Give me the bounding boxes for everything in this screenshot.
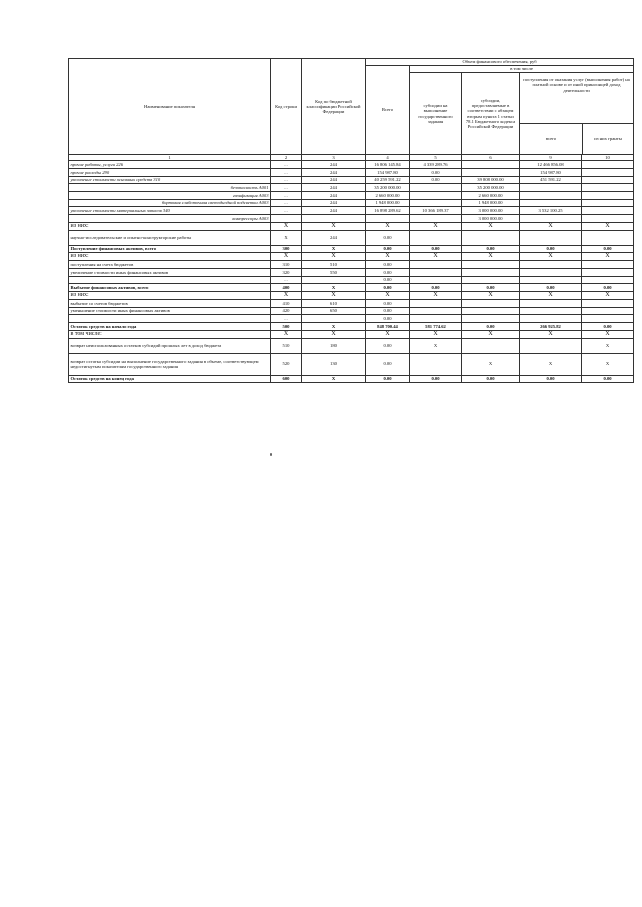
cell-code: ... <box>271 161 302 169</box>
cell-code: 510 <box>271 338 302 353</box>
cell-s781: X <box>462 353 520 375</box>
cell-name: увеличение стоимости иных финансовых активов <box>69 268 271 276</box>
table-row <box>69 176 634 184</box>
cell-s781 <box>462 268 520 276</box>
cell-grants: 0.00 <box>582 284 634 292</box>
cell-name: компрессоры А003 <box>69 215 271 223</box>
cell-code: X <box>271 253 302 261</box>
cell-total: 35 200 000.00 <box>366 184 410 192</box>
cell-subsidy: 0.00 <box>410 245 462 253</box>
cell-s781: 3 000 000.00 <box>462 207 520 215</box>
cell-code: 400 <box>271 284 302 292</box>
cell-code: ... <box>271 168 302 176</box>
cell-name: увеличение стоимости материальных запасов 340 <box>69 207 271 215</box>
cell-name: газификация А003 <box>69 192 271 200</box>
cell-name: увеличение стоимости основных средств 310 <box>69 176 271 184</box>
cell-subsidy <box>410 299 462 307</box>
table-row <box>69 261 634 269</box>
cell-grants: 0.00 <box>582 375 634 383</box>
col-code-header: Код строки <box>271 59 302 155</box>
table-row <box>69 268 634 276</box>
cell-grants <box>582 168 634 176</box>
cell-total: 40 259 591.22 <box>366 176 410 184</box>
cell-total: 2 660 000.00 <box>366 192 410 200</box>
cell-kbk <box>302 315 366 323</box>
cell-grants: X <box>582 253 634 261</box>
cell-income: X <box>520 253 582 261</box>
cell-subsidy <box>410 230 462 245</box>
cell-grants <box>582 315 634 323</box>
cell-name: прочие работы, услуги 226 <box>69 161 271 169</box>
cell-total: 0.00 <box>366 338 410 353</box>
cell-income: 3 532 100.25 <box>520 207 582 215</box>
cell-name: прочие расходы 290 <box>69 168 271 176</box>
cell-name <box>69 276 271 284</box>
cell-grants <box>582 230 634 245</box>
cell-subsidy <box>410 192 462 200</box>
cell-code: X <box>271 330 302 338</box>
cell-code: 320 <box>271 268 302 276</box>
col-income-group <box>520 73 634 155</box>
cell-income: 0.00 <box>520 375 582 383</box>
cell-kbk: X <box>302 245 366 253</box>
cell-kbk: 244 <box>302 207 366 215</box>
cell-code: 600 <box>271 375 302 383</box>
cell-kbk: 244 <box>302 184 366 192</box>
scan-speck <box>270 453 272 456</box>
cell-kbk: X <box>302 292 366 300</box>
cell-name: уменьшение стоимости иных финансовых активов <box>69 307 271 315</box>
cell-subsidy <box>410 268 462 276</box>
cell-s781 <box>462 276 520 284</box>
cell-subsidy: X <box>410 330 462 338</box>
col-income-header: поступления от оказания услуг (выполнения работ) на платной основе и от иной приносящей доход деятельности <box>520 73 633 124</box>
col-kbk-header: Код по бюджетной классификации Российской Федерации <box>302 59 366 155</box>
cell-total: 16 806 145.84 <box>366 161 410 169</box>
cell-code: 420 <box>271 307 302 315</box>
cell-income: X <box>520 222 582 230</box>
cell-subsidy: 0.00 <box>410 375 462 383</box>
cell-name: Остаток средств на начало года <box>69 322 271 330</box>
cell-grants: X <box>582 292 634 300</box>
col-name-header: Наименование показателя <box>69 59 271 155</box>
table-row <box>69 322 634 330</box>
cell-subsidy: X <box>410 338 462 353</box>
cell-income: X <box>520 353 582 375</box>
cell-total: 154 987.80 <box>366 168 410 176</box>
cell-grants: 0.00 <box>582 245 634 253</box>
cell-income <box>520 192 582 200</box>
cell-name: поступления на счета бюджетов <box>69 261 271 269</box>
cell-s781 <box>462 315 520 323</box>
cell-total: 0.00 <box>366 375 410 383</box>
cell-kbk: 130 <box>302 353 366 375</box>
cell-code: X <box>271 222 302 230</box>
cell-name: из них: <box>69 292 271 300</box>
cell-income: X <box>520 292 582 300</box>
cell-s781: X <box>462 330 520 338</box>
cell-s781 <box>462 338 520 353</box>
cell-total: 0.00 <box>366 268 410 276</box>
cell-grants <box>582 161 634 169</box>
cell-kbk: 550 <box>302 268 366 276</box>
table-row <box>69 276 634 284</box>
cell-grants <box>582 207 634 215</box>
cell-total: 0.00 <box>366 276 410 284</box>
cell-code: 500 <box>271 322 302 330</box>
cell-name: из них: <box>69 222 271 230</box>
cell-code: ... <box>271 184 302 192</box>
cell-total: 16 898 289.62 <box>366 207 410 215</box>
cell-subsidy <box>410 215 462 223</box>
cell-s781: 2 660 000.00 <box>462 192 520 200</box>
cell-grants <box>582 176 634 184</box>
cell-subsidy <box>410 261 462 269</box>
cell-grants: 0.00 <box>582 322 634 330</box>
financial-table-sheet <box>68 58 633 383</box>
cell-s781: 3 000 000.00 <box>462 215 520 223</box>
cell-total: 0.00 <box>366 245 410 253</box>
cell-code: ... <box>271 276 302 284</box>
cell-subsidy: X <box>410 292 462 300</box>
cell-s781: 0.00 <box>462 284 520 292</box>
cell-kbk: 244 <box>302 230 366 245</box>
cell-name: в том числе: <box>69 330 271 338</box>
cell-total: 0.00 <box>366 299 410 307</box>
cell-kbk: X <box>302 284 366 292</box>
cell-income <box>520 307 582 315</box>
cell-code: 300 <box>271 245 302 253</box>
cell-income: 0.00 <box>520 284 582 292</box>
cell-subsidy <box>410 276 462 284</box>
cell-total: X <box>366 222 410 230</box>
cell-kbk: 650 <box>302 307 366 315</box>
cell-subsidy: X <box>410 253 462 261</box>
cell-income: 266 925.82 <box>520 322 582 330</box>
table-row <box>69 315 634 323</box>
cell-income <box>520 230 582 245</box>
volume-header: Объем финансового обеспечения, руб <box>366 59 634 66</box>
cell-grants <box>582 215 634 223</box>
cell-income: 451 591.22 <box>520 176 582 184</box>
col-number: 6 <box>462 155 520 161</box>
cell-grants: X <box>582 330 634 338</box>
cell-kbk: 180 <box>302 338 366 353</box>
cell-subsidy <box>410 184 462 192</box>
cell-s781: 0.00 <box>462 245 520 253</box>
col-total-header: Всего <box>366 66 410 155</box>
cell-kbk: 244 <box>302 192 366 200</box>
table-row <box>69 161 634 169</box>
cell-s781: X <box>462 292 520 300</box>
cell-subsidy <box>410 199 462 207</box>
cell-grants: X <box>582 353 634 375</box>
cell-income <box>520 299 582 307</box>
cell-grants <box>582 184 634 192</box>
cell-kbk: X <box>302 222 366 230</box>
cell-code: X <box>271 292 302 300</box>
cell-total: 0.00 <box>366 307 410 315</box>
table-row <box>69 284 634 292</box>
cell-kbk: X <box>302 330 366 338</box>
table-row <box>69 215 634 223</box>
cell-name: возврат неиспользованных остатков субсидий прошлых лет в доход бюджета <box>69 338 271 353</box>
cell-grants <box>582 199 634 207</box>
cell-total <box>366 215 410 223</box>
cell-kbk: 244 <box>302 199 366 207</box>
table-row <box>69 184 634 192</box>
table-row <box>69 207 634 215</box>
cell-s781 <box>462 299 520 307</box>
cell-code: ... <box>271 192 302 200</box>
col-number: 10 <box>582 155 634 161</box>
cell-subsidy: 10 366 189.37 <box>410 207 462 215</box>
cell-code: ... <box>271 207 302 215</box>
cell-income: 12 466 856.08 <box>520 161 582 169</box>
col-number: 3 <box>302 155 366 161</box>
in-that-header: в том числе <box>410 66 634 73</box>
cell-kbk: X <box>302 322 366 330</box>
cell-total: X <box>366 253 410 261</box>
cell-kbk <box>302 276 366 284</box>
cell-subsidy: 0.00 <box>410 168 462 176</box>
cell-income <box>520 315 582 323</box>
col-subsidy-header: субсидии на выполнение государственного задания <box>410 73 462 155</box>
col-subsidy-781-header: субсидии, предоставляемые в соответствии с абзацем вторым пункта 1 статьи 78.1 Бюджетного кодекса Российской Федерации <box>462 73 520 155</box>
cell-code <box>271 215 302 223</box>
cell-total: 0.00 <box>366 284 410 292</box>
table-row <box>69 253 634 261</box>
cell-name: из них: <box>69 253 271 261</box>
col-income-total-header: всего <box>520 124 583 154</box>
cell-subsidy: 0.00 <box>410 284 462 292</box>
cell-subsidy: 4 339 289.76 <box>410 161 462 169</box>
cell-total: 0.00 <box>366 353 410 375</box>
cell-total: 0.00 <box>366 230 410 245</box>
cell-name: выбытие со счетов бюджетов <box>69 299 271 307</box>
table-header <box>69 59 634 161</box>
table-row <box>69 222 634 230</box>
cell-kbk: 510 <box>302 261 366 269</box>
cell-income <box>520 338 582 353</box>
cell-code: 310 <box>271 261 302 269</box>
cell-code: X <box>271 230 302 245</box>
table-row <box>69 245 634 253</box>
cell-s781: 35 200 000.00 <box>462 184 520 192</box>
cell-grants: X <box>582 222 634 230</box>
cell-subsidy <box>410 353 462 375</box>
cell-income <box>520 215 582 223</box>
cell-grants <box>582 299 634 307</box>
cell-code: ... <box>271 176 302 184</box>
cell-total: 1 948 000.00 <box>366 199 410 207</box>
cell-total: X <box>366 330 410 338</box>
cell-name: Поступление финансовых активов, всего <box>69 245 271 253</box>
cell-income: 154 987.80 <box>520 168 582 176</box>
cell-name: Остаток средств на конец года <box>69 375 271 383</box>
cell-s781: 0.00 <box>462 322 520 330</box>
cell-grants <box>582 261 634 269</box>
cell-s781 <box>462 168 520 176</box>
cell-s781 <box>462 161 520 169</box>
table-row <box>69 199 634 207</box>
cell-grants <box>582 268 634 276</box>
table-row <box>69 330 634 338</box>
table-row <box>69 230 634 245</box>
cell-grants <box>582 307 634 315</box>
cell-code: ... <box>271 315 302 323</box>
financial-table <box>68 58 634 383</box>
cell-kbk: 244 <box>302 176 366 184</box>
table-body <box>69 161 634 383</box>
cell-name: бортовая слаботочная светодиодной подсветки А003 <box>69 199 271 207</box>
cell-income <box>520 261 582 269</box>
cell-kbk: 244 <box>302 168 366 176</box>
cell-name <box>69 315 271 323</box>
cell-total: 0.00 <box>366 315 410 323</box>
cell-s781: 0.00 <box>462 375 520 383</box>
col-grants-header: из них гранты <box>594 136 622 142</box>
cell-kbk <box>302 215 366 223</box>
cell-s781: X <box>462 222 520 230</box>
cell-s781: X <box>462 253 520 261</box>
table-row <box>69 307 634 315</box>
cell-subsidy <box>410 307 462 315</box>
cell-grants <box>582 276 634 284</box>
cell-s781: 1 948 000.00 <box>462 199 520 207</box>
cell-name: возврат остатка субсидии на выполнение государственного задания в объеме, соответствующем недостигнутым показателям государственного задания <box>69 353 271 375</box>
cell-subsidy: 0.00 <box>410 176 462 184</box>
cell-subsidy <box>410 315 462 323</box>
cell-code: ... <box>271 199 302 207</box>
cell-income <box>520 184 582 192</box>
cell-kbk: 244 <box>302 161 366 169</box>
cell-kbk: 610 <box>302 299 366 307</box>
table-row <box>69 192 634 200</box>
cell-s781: 39 808 000.00 <box>462 176 520 184</box>
cell-subsidy: 581 774.62 <box>410 322 462 330</box>
table-row <box>69 168 634 176</box>
col-number: 5 <box>410 155 462 161</box>
cell-name: Выбытие финансовых активов, всего <box>69 284 271 292</box>
cell-code: 410 <box>271 299 302 307</box>
cell-s781 <box>462 230 520 245</box>
cell-total: 848 700.44 <box>366 322 410 330</box>
cell-s781 <box>462 307 520 315</box>
cell-grants <box>582 192 634 200</box>
col-number: 2 <box>271 155 302 161</box>
table-row <box>69 338 634 353</box>
cell-name: безопасность А001 <box>69 184 271 192</box>
cell-name: научно-исследовательские и опытно-конструкторские работы <box>69 230 271 245</box>
cell-income <box>520 276 582 284</box>
col-number: 4 <box>366 155 410 161</box>
cell-total: X <box>366 292 410 300</box>
cell-kbk: X <box>302 253 366 261</box>
col-number: 9 <box>520 155 582 161</box>
col-number: 1 <box>69 155 271 161</box>
cell-income <box>520 199 582 207</box>
table-row <box>69 299 634 307</box>
cell-grants: X <box>582 338 634 353</box>
table-row <box>69 375 634 383</box>
cell-s781 <box>462 261 520 269</box>
cell-income: 0.00 <box>520 245 582 253</box>
cell-kbk: X <box>302 375 366 383</box>
cell-total: 0.00 <box>366 261 410 269</box>
cell-code: 520 <box>271 353 302 375</box>
cell-income: X <box>520 330 582 338</box>
cell-subsidy: X <box>410 222 462 230</box>
table-row <box>69 353 634 375</box>
cell-income <box>520 268 582 276</box>
table-row <box>69 292 634 300</box>
